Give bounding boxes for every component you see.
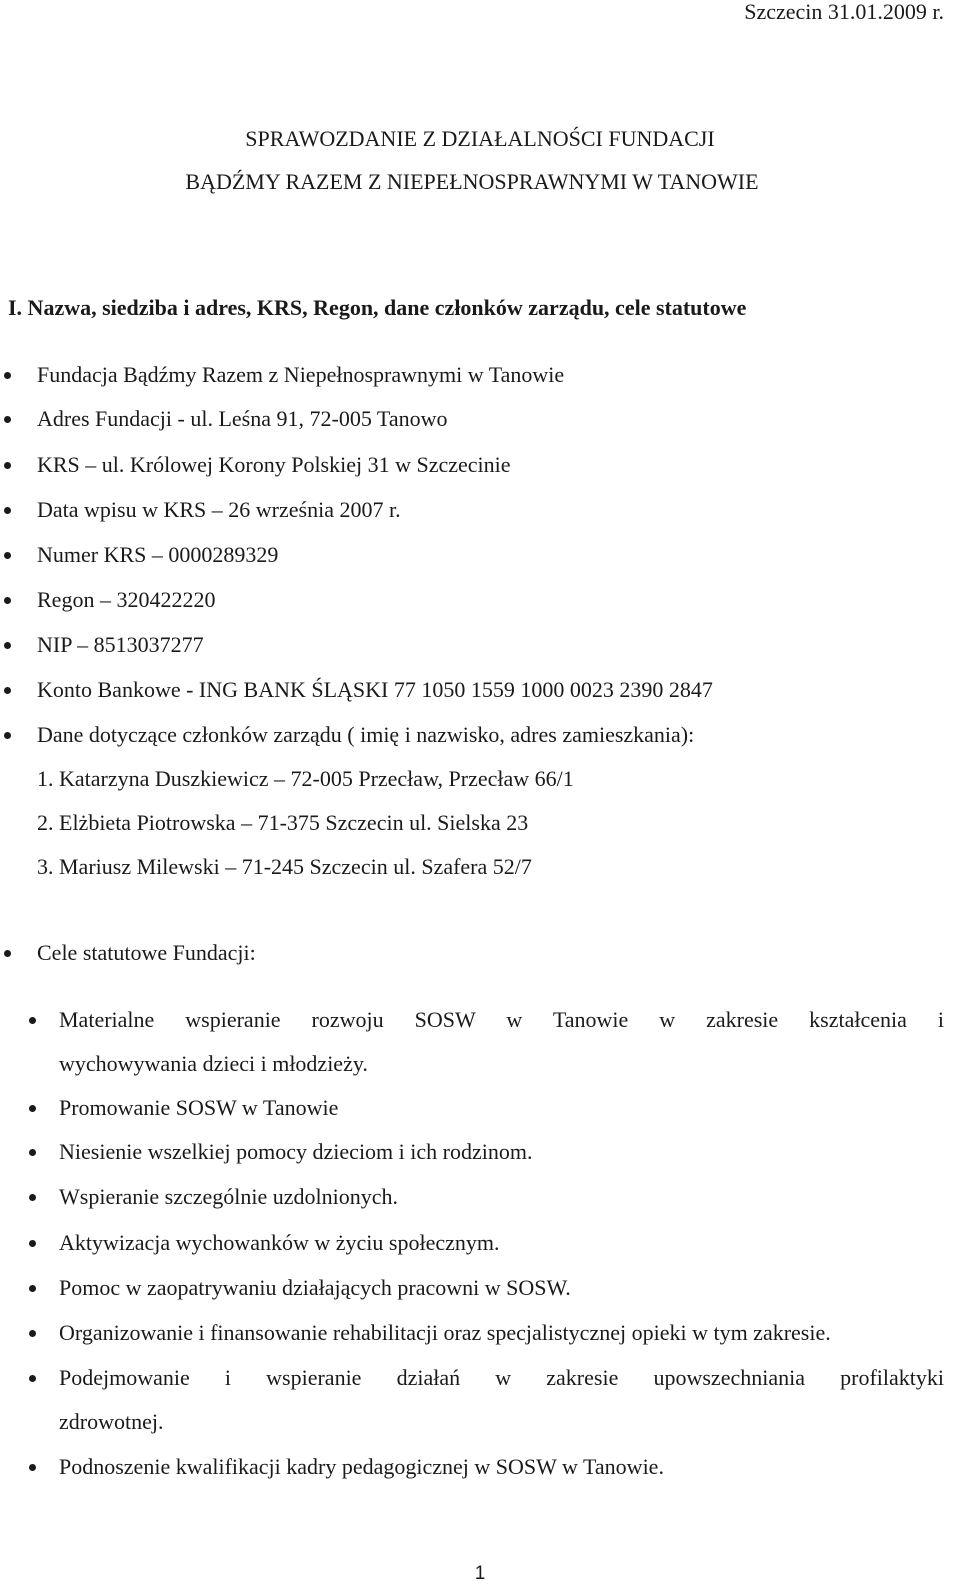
bullet-icon <box>4 552 11 559</box>
list-item: Dane dotyczące członków zarządu ( imię i nazwisko, adres zamieszkania): <box>37 722 695 747</box>
bullet-icon <box>29 1017 36 1024</box>
document-date: Szczecin 31.01.2009 r. <box>744 0 944 24</box>
list-item: Materialne wspieranie rozwoju SOSW w Tanowie w zakresie kształcenia i <box>59 1007 944 1032</box>
bullet-icon <box>29 1149 36 1156</box>
board-member: 2. Elżbieta Piotrowska – 71-375 Szczecin ul. Sielska 23 <box>37 810 529 835</box>
list-item: Konto Bankowe - ING BANK ŚLĄSKI 77 1050 1559 1000 0023 2390 2847 <box>37 677 713 702</box>
bullet-icon <box>4 372 11 379</box>
list-item: Numer KRS – 0000289329 <box>37 542 279 567</box>
bullet-icon <box>4 462 11 469</box>
bullet-icon <box>29 1285 36 1292</box>
bullet-icon <box>29 1194 36 1201</box>
list-item: KRS – ul. Królowej Korony Polskiej 31 w Szczecinie <box>37 452 511 477</box>
bullet-icon <box>29 1240 36 1247</box>
bullet-icon <box>4 507 11 514</box>
bullet-icon <box>4 642 11 649</box>
section-heading: I. Nazwa, siedziba i adres, KRS, Regon, dane członków zarządu, cele statutowe <box>8 295 747 320</box>
list-item: Pomoc w zaopatrywaniu działających pracowni w SOSW. <box>59 1275 571 1300</box>
list-item: Promowanie SOSW w Tanowie <box>59 1095 339 1120</box>
list-item-continuation: wychowywania dzieci i młodzieży. <box>59 1051 368 1076</box>
list-item: NIP – 8513037277 <box>37 632 204 657</box>
bullet-icon <box>4 597 11 604</box>
list-item: Podnoszenie kwalifikacji kadry pedagogicznej w SOSW w Tanowie. <box>59 1454 664 1479</box>
bullet-icon <box>4 687 11 694</box>
bullet-icon <box>29 1375 36 1382</box>
list-item: Adres Fundacji - ul. Leśna 91, 72-005 Tanowo <box>37 406 448 431</box>
document-title-line1: SPRAWOZDANIE Z DZIAŁALNOŚCI FUNDACJI <box>245 126 715 151</box>
list-item: Aktywizacja wychowanków w życiu społecznym. <box>59 1230 500 1255</box>
list-item: Regon – 320422220 <box>37 587 216 612</box>
document-title-line2: BĄDŹMY RAZEM Z NIEPEŁNOSPRAWNYMI W TANOWIE <box>185 169 759 194</box>
bullet-icon <box>29 1464 36 1471</box>
bullet-icon <box>4 416 11 423</box>
bullet-icon <box>4 732 11 739</box>
board-member: 3. Mariusz Milewski – 71-245 Szczecin ul. Szafera 52/7 <box>37 854 532 879</box>
page-number: 1 <box>474 1563 486 1584</box>
list-item: Fundacja Bądźmy Razem z Niepełnosprawnymi w Tanowie <box>37 362 565 387</box>
list-item: Data wpisu w KRS – 26 września 2007 r. <box>37 497 401 522</box>
bullet-icon <box>29 1105 36 1112</box>
list-item: Organizowanie i finansowanie rehabilitacji oraz specjalistycznej opieki w tym zakresie. <box>59 1320 831 1345</box>
goals-heading: Cele statutowe Fundacji: <box>37 940 256 965</box>
bullet-icon <box>29 1330 36 1337</box>
list-item: Podejmowanie i wspieranie działań w zakresie upowszechniania profilaktyki <box>59 1365 944 1390</box>
bullet-icon <box>4 950 11 957</box>
list-item: Niesienie wszelkiej pomocy dzieciom i ich rodzinom. <box>59 1139 533 1164</box>
board-member: 1. Katarzyna Duszkiewicz – 72-005 Przecław, Przecław 66/1 <box>37 766 574 791</box>
list-item-continuation: zdrowotnej. <box>59 1409 164 1434</box>
list-item: Wspieranie szczególnie uzdolnionych. <box>59 1184 399 1209</box>
